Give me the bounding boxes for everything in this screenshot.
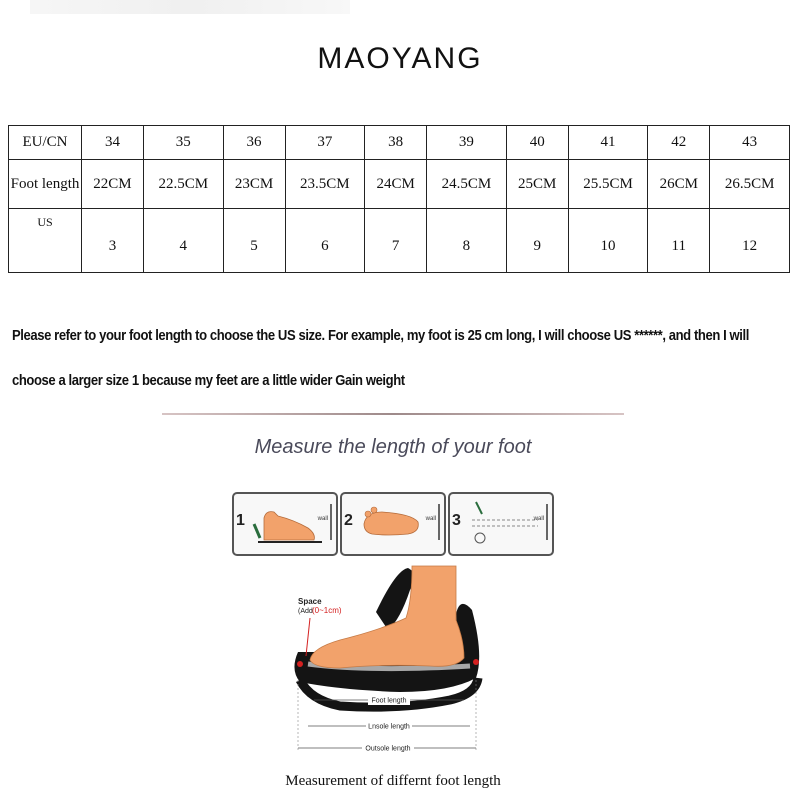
space-range-prefix: (Add	[298, 608, 313, 615]
foot-side-icon	[234, 494, 334, 552]
shoe-measurement-diagram	[280, 560, 490, 760]
step-3-panel	[448, 492, 554, 556]
space-range: (0~1cm)	[312, 606, 342, 615]
outsole-length-label: Outsole length	[365, 745, 411, 753]
foot-top-icon	[342, 494, 442, 552]
wall-label: wall	[533, 516, 544, 522]
size-cell: 26.5CM	[710, 160, 790, 209]
size-cell: 22CM	[82, 160, 144, 209]
step-number: 3	[452, 512, 461, 529]
heel-marker	[473, 659, 479, 665]
size-cell: 3	[82, 209, 144, 273]
divider	[162, 413, 624, 415]
wall-label: wall	[317, 516, 328, 522]
size-cell: 6	[285, 209, 365, 273]
size-cell: 36	[223, 126, 285, 160]
size-cell: 24.5CM	[427, 160, 507, 209]
size-cell: 34	[82, 126, 144, 160]
size-cell: 9	[506, 209, 568, 273]
size-cell: 42	[648, 126, 710, 160]
size-note-line-1: Please refer to your foot length to choose the US size. For example, my foot is 25 cm long, I will choose US ******, and then I will	[12, 328, 749, 344]
size-note-line-2: choose a larger size 1 because my feet are a little wider Gain weight	[12, 373, 405, 389]
foot-length-label: Foot length	[371, 697, 407, 705]
size-cell: 41	[568, 126, 648, 160]
size-cell: 12	[710, 209, 790, 273]
size-cell: 11	[648, 209, 710, 273]
step-number: 2	[344, 512, 353, 529]
row-header: EU/CN	[9, 126, 82, 160]
size-row	[9, 209, 790, 273]
space-label: Space	[298, 597, 322, 606]
toe-marker	[297, 661, 303, 667]
size-cell: 26CM	[648, 160, 710, 209]
step-number: 1	[236, 512, 245, 529]
step-2-panel	[340, 492, 446, 556]
size-cell: 23CM	[223, 160, 285, 209]
measure-heading: Measure the length of your foot	[254, 436, 532, 458]
wall-icon	[438, 504, 440, 540]
size-cell: 40	[506, 126, 568, 160]
size-cell: 35	[143, 126, 223, 160]
size-cell: 37	[285, 126, 365, 160]
row-header: US	[9, 209, 82, 273]
size-cell: 8	[427, 209, 507, 273]
size-cell: 23.5CM	[285, 160, 365, 209]
wall-icon	[546, 504, 548, 540]
size-cell: 4	[143, 209, 223, 273]
size-cell: 25CM	[506, 160, 568, 209]
ruler-icon	[450, 494, 550, 552]
size-cell: 10	[568, 209, 648, 273]
size-cell: 24CM	[365, 160, 427, 209]
size-cell: 43	[710, 126, 790, 160]
brand-title: MAOYANG	[317, 42, 483, 75]
wall-icon	[330, 504, 332, 540]
size-cell: 7	[365, 209, 427, 273]
insole-length-label: Lnsole length	[368, 723, 410, 731]
diagram-caption: Measurement of differnt foot length	[285, 773, 501, 789]
size-cell: 38	[365, 126, 427, 160]
size-cell: 25.5CM	[568, 160, 648, 209]
size-row	[9, 126, 790, 160]
row-header: Foot length	[9, 160, 82, 209]
size-cell: 5	[223, 209, 285, 273]
size-chart-table	[8, 125, 790, 273]
size-row	[9, 160, 790, 209]
wall-label: wall	[425, 516, 436, 522]
space-pointer	[306, 618, 310, 656]
faded-banner-text	[30, 0, 350, 14]
size-cell: 22.5CM	[143, 160, 223, 209]
measure-steps	[232, 492, 552, 554]
step-1-panel	[232, 492, 338, 556]
size-cell: 39	[427, 126, 507, 160]
